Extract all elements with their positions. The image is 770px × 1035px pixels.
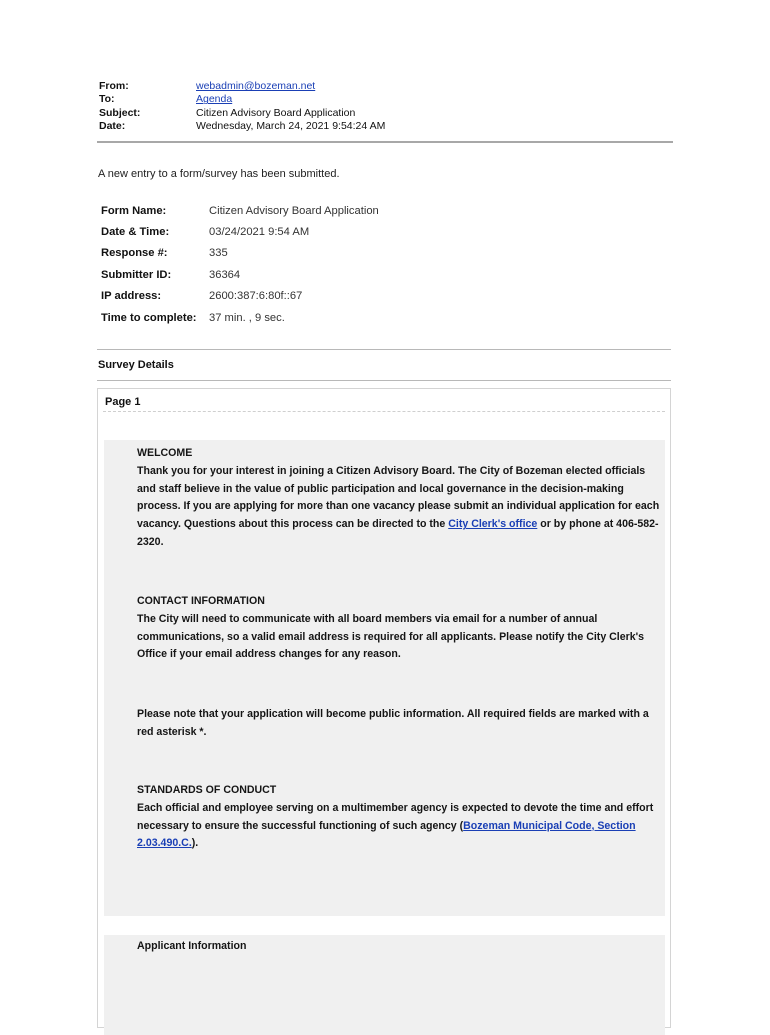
public-note-section — [137, 706, 665, 742]
ip-label: IP address: — [101, 290, 162, 303]
to-label: To: — [99, 93, 115, 106]
survey-details-title: Survey Details — [98, 359, 174, 371]
standards-text-start: Each official and employee serving on a multimember agency is expected to devote the time and effort necessary to ensure the successful functioning of such agency ( — [137, 801, 654, 832]
from-label: From: — [99, 80, 129, 92]
subject-label: Subject: — [99, 106, 141, 119]
datetime-row — [101, 221, 379, 242]
submitter-label: Submitter ID: — [101, 268, 172, 281]
welcome-text — [137, 463, 665, 552]
response-value: 335 — [209, 247, 228, 260]
date-value: Wednesday, March 24, 2021 9:54:24 AM — [196, 120, 386, 133]
response-row — [101, 243, 379, 264]
to-row — [99, 93, 385, 106]
page-title-divider — [103, 411, 665, 412]
form-name-row — [101, 200, 379, 221]
subject-value: Citizen Advisory Board Application — [196, 106, 356, 119]
submitter-row — [101, 264, 379, 285]
standards-text — [137, 800, 665, 853]
datetime-label: Date & Time: — [101, 226, 170, 239]
standards-title: STANDARDS OF CONDUCT — [137, 784, 277, 796]
page-title: Page 1 — [105, 396, 141, 408]
ip-row — [101, 286, 379, 307]
date-row — [99, 120, 385, 133]
datetime-value: 03/24/2021 9:54 AM — [209, 226, 310, 239]
city-clerk-link[interactable]: City Clerk's office — [448, 518, 538, 531]
email-header — [99, 80, 385, 134]
time-row — [101, 307, 379, 328]
municipal-code-link[interactable]: Bozeman Municipal Code, Section 2.03.490.C. — [137, 819, 636, 850]
survey-top-divider — [97, 349, 671, 350]
welcome-text-start: Thank you for your interest in joining a Citizen Advisory Board. The City of Bozeman elected officials and staff believe in the value of public participation and local governance in the decision-making process. If you are applying for more than one vacancy please submit an individual application for each vacancy. Questions about this process can be directed to the — [137, 464, 660, 531]
form-name-value: Citizen Advisory Board Application — [209, 204, 379, 217]
header-divider — [97, 141, 673, 143]
survey-bottom-divider — [97, 380, 671, 381]
contact-text: The City will need to communicate with all board members via email for a number of annual communications, so a valid email address is required for all applicants. Please notify the City Clerk's Office if your email address changes for any reason. — [137, 612, 645, 661]
applicant-section — [137, 938, 665, 956]
welcome-text-end: or by phone at 406-582-2320. — [137, 518, 659, 548]
standards-section — [137, 782, 665, 853]
welcome-title: WELCOME — [137, 447, 193, 459]
response-label: Response #: — [101, 247, 168, 260]
from-row — [99, 80, 385, 93]
submission-metadata — [101, 200, 379, 328]
ip-value: 2600:387:6:80f::67 — [209, 290, 303, 303]
time-value: 37 min. , 9 sec. — [209, 311, 285, 324]
welcome-section — [137, 445, 665, 552]
standards-text-end: ). — [191, 837, 199, 850]
intro-text: A new entry to a form/survey has been submitted. — [98, 168, 340, 180]
to-email-link[interactable]: Agenda — [196, 93, 233, 106]
subject-row — [99, 107, 385, 120]
submitter-value: 36364 — [209, 268, 241, 281]
time-label: Time to complete: — [101, 311, 197, 324]
public-note-text: Please note that your application will become public information. All required fields are marked with a red asterisk *. — [137, 708, 649, 738]
date-label: Date: — [99, 120, 126, 133]
contact-title: CONTACT INFORMATION — [137, 595, 265, 607]
contact-section — [137, 593, 665, 664]
form-name-label: Form Name: — [101, 204, 167, 217]
applicant-info-title: Applicant Information — [137, 940, 247, 952]
from-email-link[interactable]: webadmin@bozeman.net — [196, 80, 316, 92]
